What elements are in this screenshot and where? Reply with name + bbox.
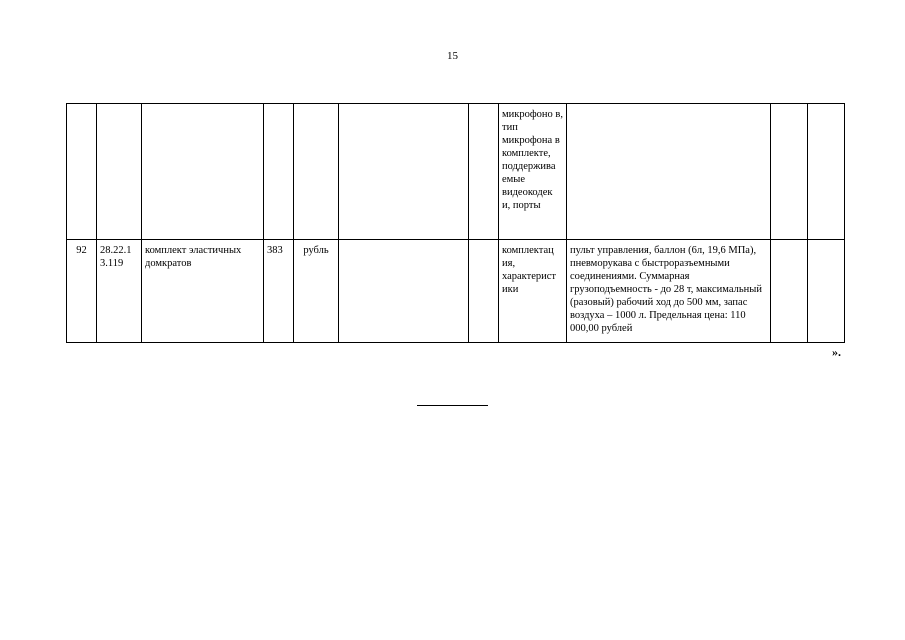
table-cell xyxy=(339,240,469,343)
table-cell xyxy=(469,240,499,343)
table-cell xyxy=(808,240,845,343)
requirements-table xyxy=(66,103,845,343)
table-cell xyxy=(142,104,264,240)
table-row xyxy=(67,104,845,240)
table-cell xyxy=(264,104,294,240)
product-name-cell: комплект эластичных домкратов xyxy=(142,240,264,343)
table-row xyxy=(67,240,845,343)
table-cell xyxy=(294,104,339,240)
page-number: 15 xyxy=(447,50,458,62)
table-cell xyxy=(771,240,808,343)
table-cell xyxy=(469,104,499,240)
table-cell xyxy=(771,104,808,240)
table-cell xyxy=(339,104,469,240)
footnote-divider xyxy=(417,405,488,406)
product-code-cell: 28.22.1 3.119 xyxy=(97,240,142,343)
characteristic-name-cell: комплектац ия, характерист ики xyxy=(499,240,567,343)
closing-quote: ». xyxy=(832,345,841,359)
row-index-cell: 92 xyxy=(67,240,97,343)
unit-cell: рубль xyxy=(294,240,339,343)
characteristic-name-cell: микрофоно в, тип микрофона в комплекте, поддержива емые видеокодек и, порты xyxy=(499,104,567,240)
table-cell xyxy=(808,104,845,240)
table-cell xyxy=(97,104,142,240)
okei-code-cell: 383 xyxy=(264,240,294,343)
table-cell xyxy=(567,104,771,240)
table-cell xyxy=(67,104,97,240)
characteristic-value-cell: пульт управления, баллон (6л, 19,6 МПа), пневморукава с быстроразъемными соединениями. Суммарная грузоподъемность - до 28 т, максимальный (разовый) рабочий ход до 500 мм, запас воздуха – 1000 л. Предельная цена: 110 000,00 рублей xyxy=(567,240,771,343)
